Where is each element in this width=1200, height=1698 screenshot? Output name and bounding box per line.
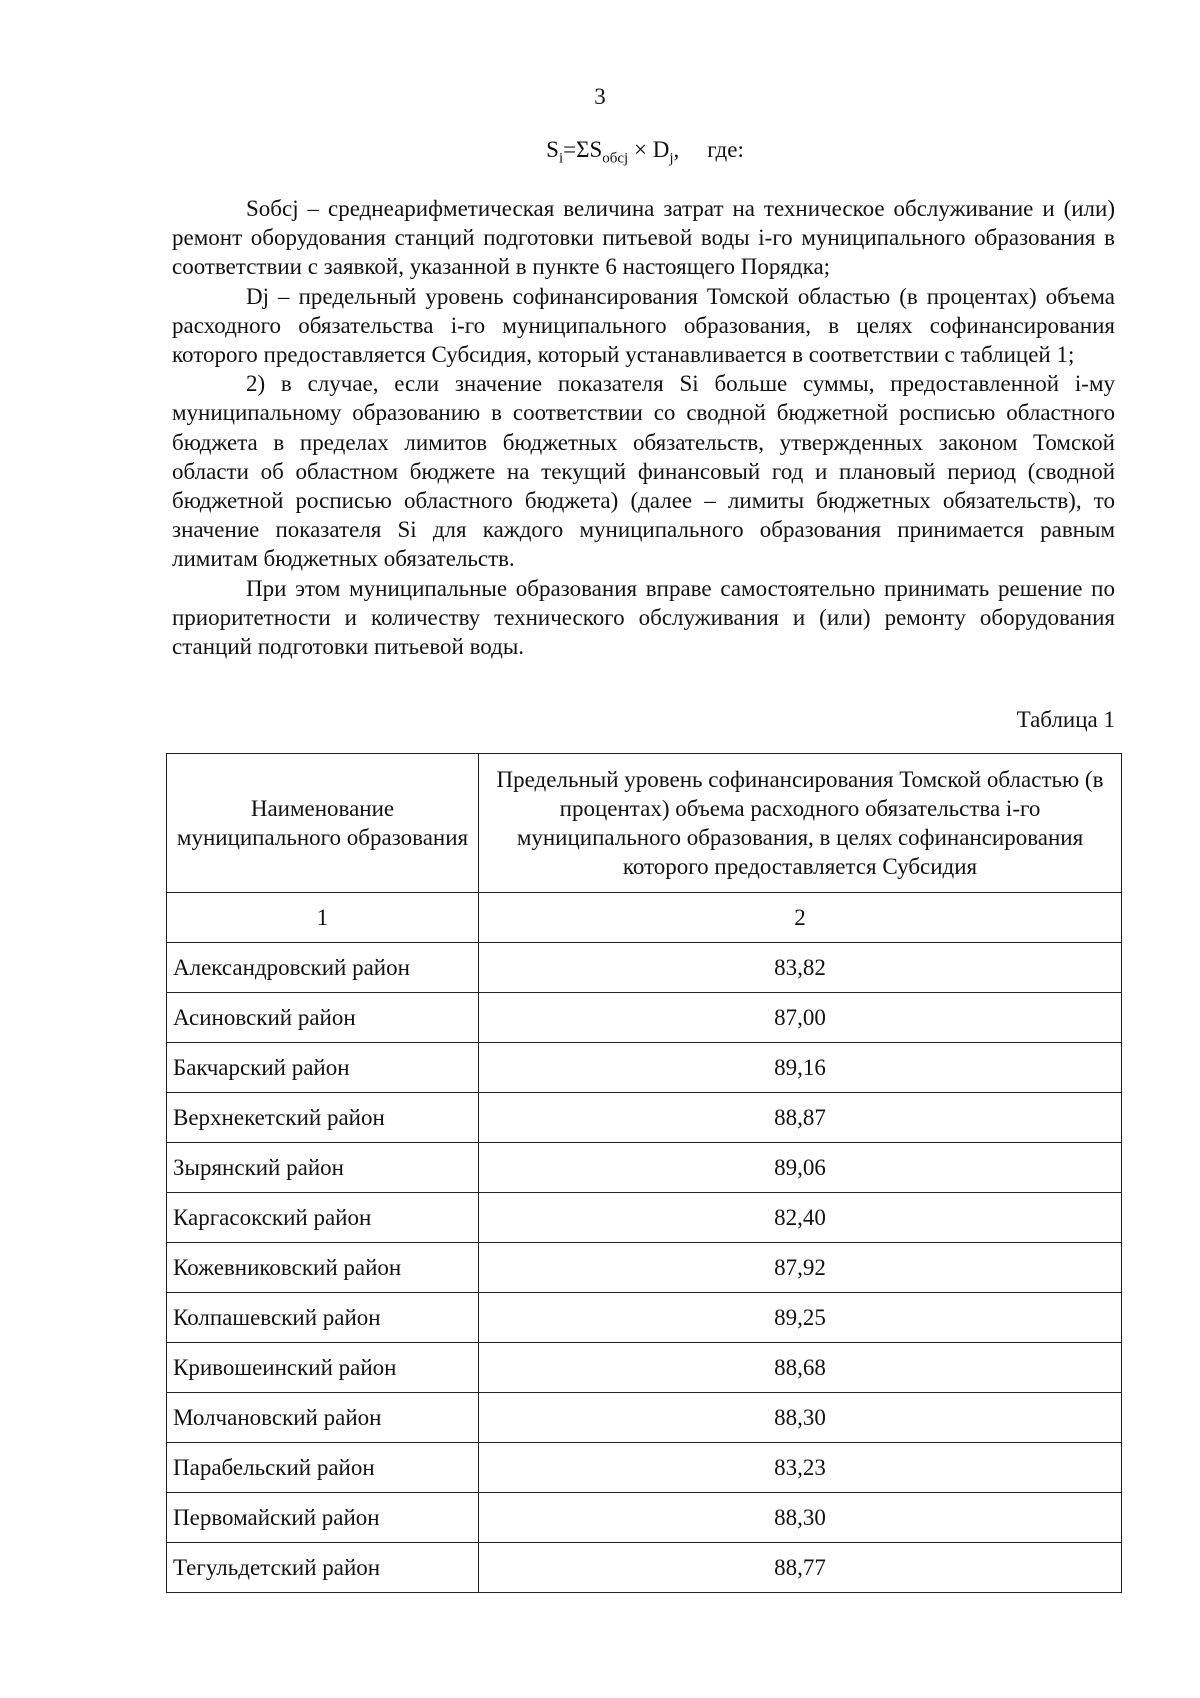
table-row bbox=[167, 1193, 1122, 1243]
table-row bbox=[167, 1543, 1122, 1593]
column-number-1: 1 bbox=[167, 893, 479, 943]
municipality-name: Кожевниковский район bbox=[167, 1243, 479, 1293]
table-row bbox=[167, 1093, 1122, 1143]
formula-s: S bbox=[546, 137, 559, 162]
formula bbox=[0, 137, 1200, 168]
formula-times-d: × D bbox=[628, 137, 670, 162]
municipality-name: Каргасокский район bbox=[167, 1193, 479, 1243]
cofinancing-value: 83,23 bbox=[479, 1443, 1122, 1493]
table-row bbox=[167, 1043, 1122, 1093]
page-number: 3 bbox=[594, 84, 606, 109]
cofinancing-value: 87,92 bbox=[479, 1243, 1122, 1293]
cofinancing-value: 88,87 bbox=[479, 1093, 1122, 1143]
formula-sum: =ΣS bbox=[563, 137, 603, 162]
table-header-row bbox=[167, 754, 1122, 893]
formula-s-subscript: i bbox=[558, 150, 564, 167]
cofinancing-value: 88,30 bbox=[479, 1393, 1122, 1443]
paragraph-note: При этом муниципальные образования вправе самостоятельно принимать решение по приоритетности и количеству технического обслуживания и (или) ремонту оборудования станций подготовки питьевой воды. bbox=[172, 575, 1115, 660]
paragraph-dj: Dj – предельный уровень софинансирования Томской областью (в процентах) объема расходного обязательства i-го муниципального образования, в целях софинансирования которого предоставляется Субсидия, который устанавливается в соответствии с таблицей 1; bbox=[172, 283, 1115, 368]
paragraph-sobsj: Sобсj – среднеарифметическая величина затрат на техническое обслуживание и (или) ремонт оборудования станций подготовки питьевой воды i-го муниципального образования в соответствии с заявкой, указанной в пункте 6 настоящего Порядка; bbox=[172, 196, 1115, 280]
table-row bbox=[167, 1443, 1122, 1493]
municipality-name: Тегульдетский район bbox=[167, 1543, 479, 1593]
cofinancing-value: 88,30 bbox=[479, 1493, 1122, 1543]
municipality-name: Кривошеинский район bbox=[167, 1343, 479, 1393]
table-row bbox=[167, 1143, 1122, 1193]
cofinancing-value: 83,82 bbox=[479, 943, 1122, 993]
column-number-row bbox=[167, 893, 1122, 943]
paragraph-item-2: 2) в случае, если значение показателя Si больше суммы, предоставленной i-му муниципальному образованию в соответствии со сводной бюджетной росписью областного бюджета в пределах лимитов бюджетных обязательств, утвержденных законом Томской области об областном бюджете на текущий финансовый год и плановый период (сводной бюджетной росписью областного бюджета) (далее – лимиты бюджетных обязательств), то значение показателя Si для каждого муниципального образования принимается равным лимитам бюджетных обязательств. bbox=[172, 371, 1115, 572]
column-number-2: 2 bbox=[479, 893, 1122, 943]
table-body bbox=[167, 893, 1122, 1593]
table-row bbox=[167, 1493, 1122, 1543]
municipality-name: Асиновский район bbox=[167, 993, 479, 1043]
municipality-name: Первомайский район bbox=[167, 1493, 479, 1543]
formula-where: где: bbox=[707, 137, 744, 162]
table-row bbox=[167, 943, 1122, 993]
municipality-name: Колпашевский район bbox=[167, 1293, 479, 1343]
municipality-name: Бакчарский район bbox=[167, 1043, 479, 1093]
formula-sum-subscript: обсj bbox=[602, 150, 629, 167]
formula-d-subscript: j bbox=[669, 150, 674, 167]
cofinancing-value: 89,06 bbox=[479, 1143, 1122, 1193]
cofinancing-value: 82,40 bbox=[479, 1193, 1122, 1243]
table-row bbox=[167, 1343, 1122, 1393]
body-text bbox=[172, 194, 1115, 661]
municipality-name: Парабельский район bbox=[167, 1443, 479, 1493]
table-row bbox=[167, 1393, 1122, 1443]
formula-comma: , bbox=[673, 137, 680, 162]
cofinancing-table bbox=[166, 753, 1122, 1593]
table-row bbox=[167, 993, 1122, 1043]
cofinancing-value: 88,77 bbox=[479, 1543, 1122, 1593]
municipality-name: Зырянский район bbox=[167, 1143, 479, 1193]
municipality-name: Молчановский район bbox=[167, 1393, 479, 1443]
cofinancing-value: 89,16 bbox=[479, 1043, 1122, 1093]
cofinancing-value: 87,00 bbox=[479, 993, 1122, 1043]
cofinancing-value: 89,25 bbox=[479, 1293, 1122, 1343]
municipality-name: Александровский район bbox=[167, 943, 479, 993]
header-cofinancing-level: Предельный уровень софинансирования Томской областью (в процентах) объема расходного обязательства i-го муниципального образования, в целях софинансирования которого предоставляется Субсидия bbox=[479, 754, 1122, 893]
table-caption: Таблица 1 bbox=[1016, 707, 1115, 732]
table-row bbox=[167, 1293, 1122, 1343]
municipality-name: Верхнекетский район bbox=[167, 1093, 479, 1143]
header-municipality: Наименование муниципального образования bbox=[167, 754, 479, 893]
table-row bbox=[167, 1243, 1122, 1293]
cofinancing-value: 88,68 bbox=[479, 1343, 1122, 1393]
